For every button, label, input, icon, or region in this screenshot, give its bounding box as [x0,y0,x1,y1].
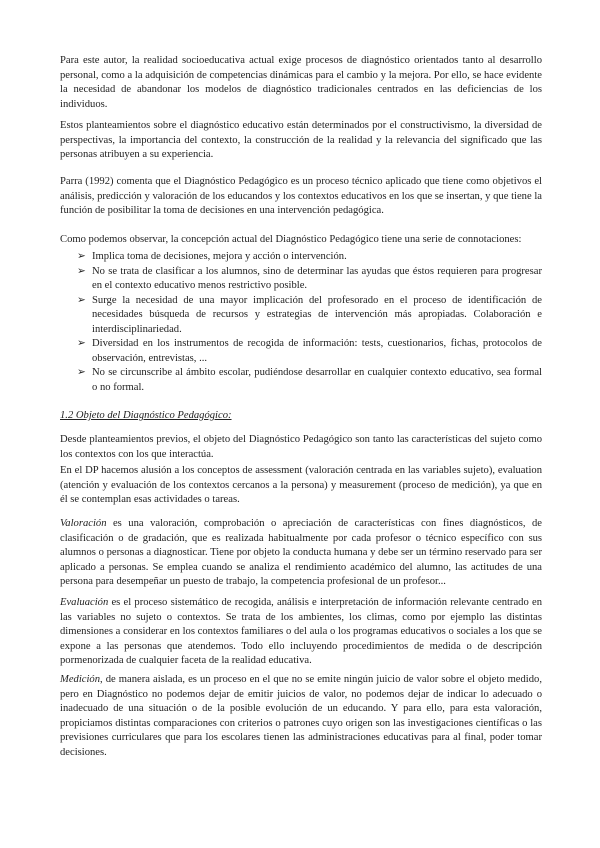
list-item [60,250,542,265]
paragraph-intro: Para este autor, la realidad socioeducativa actual exige procesos de diagnóstico orientados tanto al desarrollo personal, como a la adquisición de competencias dinámicas para el cambio y la mejora. Por ello, se hace evidente la necesidad de abandonar los modelos de diagnóstico tradicionales centrados en las deficiencias de los individuos. [60,55,542,110]
arrow-bullet-icon: ➢ [77,251,86,262]
term-medicion: Medición [60,674,101,685]
term-evaluacion: Evaluación [60,597,109,608]
list-item [60,366,542,395]
arrow-bullet-icon: ➢ [77,294,86,306]
list-item-text: No se trata de clasificar a los alumnos, sino de determinar las ayudas que éstos requieren para progresar en el contexto educativo menos restrictivo posible. [92,265,542,291]
list-item [60,265,542,294]
term-valoracion: Valoración [60,518,107,529]
list-item-text: Implica toma de decisiones, mejora y acción o intervención. [92,251,347,262]
arrow-bullet-icon: ➢ [77,265,86,277]
paragraph-dp-concepts [60,464,542,508]
list-item [60,294,542,338]
paragraph-valoracion [60,517,542,590]
paragraph-constructivism: Estos planteamientos sobre el diagnóstico educativo están determinados por el constructivismo, la diversidad de perspectivas, la importancia del contexto, la construcción de la realidad y la relevancia del significado que las personas atribuyen a su experiencia. [60,120,542,160]
list-item-text: No se circunscribe al ámbito escolar, pudiéndose desarrollar en cualquier contexto educativo, sea formal o no formal. [92,367,542,393]
paragraph-evaluacion [60,596,542,669]
connotations-list [60,250,542,395]
list-item-text: Surge la necesidad de una mayor implicación del profesorado en el proceso de identificación de necesidades búsqueda de recursos y estrategias de intervención más apropiadas. Colaboración e interdisciplinariedad. [92,294,542,335]
paragraph-text: es una valoración, comprobación o apreciación de características con fines diagnósticos, de clasificación o de gradación, que es realizada habitualmente por cada profesor o técnico específico con sus alumnos o personas a diagnosticar. Tiene por objeto la conducta humana y debe ser un término reservado para ser aplicado a personas. Se emplea cuando se analiza el rendimiento académico del alumno, las actitudes de una persona para desempeñar un puesto de trabajo, la competencia profesional de un profesor... [60,518,542,587]
paragraph-text: , de manera aislada, es un proceso en el que no se emite ningún juicio de valor sobre el objeto medido, pero en Diagnóstico no podemos dejar de emitir juicios de valor, no podemos dejar de indicar lo adecuado o inadecuado de una situación o de la posible evolución de un educando. Y para ello, para esta valoración, propiciamos distintas comparaciones con criterios o patrones cuyo origen son las investigaciones científicas o las previsiones curriculares que para los escolares tienen las administraciones educativas para al final, poder tomar decisiones. [60,674,542,758]
arrow-bullet-icon: ➢ [77,367,86,378]
paragraph-object [60,433,542,462]
section-heading: 1.2 Objeto del Diagnóstico Pedagógico: [60,410,232,421]
list-item-text: Diversidad en los instrumentos de recogida de información: tests, cuestionarios, fichas, protocolos de observación, entrevistas, ... [92,338,542,364]
paragraph-parra: Parra (1992) comenta que el Diagnóstico Pedagógico es un proceso técnico aplicado que tiene como objetivos el análisis, predicción y valoración de los educandos y los contextos educativos en los que se insertan, y que tiene la función de posibilitar la toma de decisiones en una intervención pedagógica. [60,176,542,216]
paragraph-text: es el proceso sistemático de recogida, análisis e interpretación de información relevante centrado en las variables no sujeto o contextos. Se trata de los ambientes, los climas, como por ejemplo las distintas dimensiones a considerar en los contextos familiares o del aula o los programas educativos o sociales a los que se expone a las personas que atendemos. Todo ello incluyendo procedimientos de medida o de descripción pormenorizada de cualquier faceta de la realidad educativa. [60,597,542,666]
paragraph-text: En el DP hacemos alusión a los conceptos de assessment (valoración centrada en las variables sujeto), evaluation (atención y evaluación de los contextos cercanos a la persona) y measurement (proceso de medición), ya que en él se contemplan esas actividades o tareas. [60,465,542,505]
list-item [60,337,542,366]
arrow-bullet-icon: ➢ [77,338,86,349]
paragraph-connotations-intro: Como podemos observar, la concepción actual del Diagnóstico Pedagógico tiene una serie de connotaciones: [60,234,522,245]
paragraph-text: Desde planteamientos previos, el objeto del Diagnóstico Pedagógico son tanto las características del sujeto como los contextos con los que interactúa. [60,434,542,460]
paragraph-medicion [60,673,542,760]
